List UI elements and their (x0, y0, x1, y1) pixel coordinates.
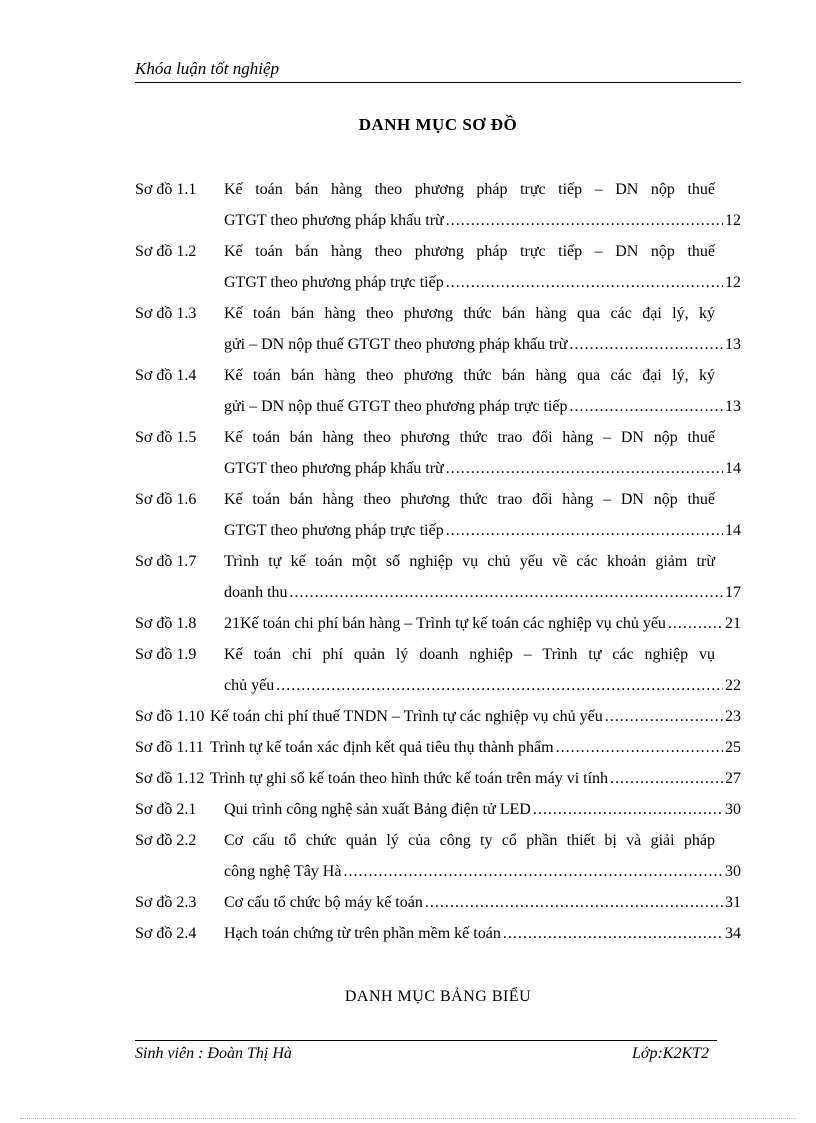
toc-label: Sơ đồ 1.5 (135, 429, 197, 446)
toc-leader (503, 922, 723, 946)
toc-continuation (224, 457, 741, 481)
toc-line (135, 426, 741, 457)
toc-page: 34 (725, 925, 741, 942)
toc-text-cont: gửi – DN nộp thuế GTGT theo phương pháp khấu trừ (224, 336, 568, 353)
toc-text: 21Kế toán chi phí bán hàng – Trình tự kế toán các nghiệp vụ chủ yếu (224, 615, 666, 632)
toc-label: Sơ đồ 1.9 (135, 646, 197, 663)
toc-entry[interactable] (135, 922, 741, 953)
toc-leader (276, 674, 723, 698)
toc-page: 14 (725, 460, 741, 477)
toc-text: Hạch toán chứng từ trên phần mềm kế toán (224, 925, 501, 942)
toc-text: Kế toán bán hàng theo phương thức trao đổi hàng – DN nộp thuế (224, 491, 715, 508)
toc-leader (446, 457, 723, 481)
toc-leader (446, 519, 723, 543)
toc-page: 23 (725, 708, 741, 725)
toc-leader (446, 271, 723, 295)
toc-line (135, 395, 741, 426)
toc-text: Kế toán bán hàng theo phương pháp trực tiếp – DN nộp thuế (224, 181, 715, 198)
toc-text: Kế toán bán hàng theo phương thức trao đổi hàng – DN nộp thuế (224, 429, 715, 446)
toc-line (135, 705, 741, 736)
toc-label: Sơ đồ 2.4 (135, 925, 197, 942)
toc-text: Qui trình công nghệ sản xuất Bảng điện tử LED (224, 801, 531, 818)
toc-text-cont: chủ yếu (224, 677, 275, 694)
toc-leader (425, 891, 723, 915)
toc-line (135, 488, 741, 519)
toc-entry[interactable] (135, 426, 741, 488)
toc-text-cont: GTGT theo phương pháp khấu trừ (224, 460, 444, 477)
toc-label: Sơ đồ 2.3 (135, 894, 197, 911)
toc-text-cont: GTGT theo phương pháp khấu trừ (224, 212, 444, 229)
section-title-tables: DANH MỤC BẢNG BIỂU (344, 988, 532, 1005)
toc-entry[interactable] (135, 705, 741, 736)
toc-leader (668, 612, 723, 636)
toc-text: Kế toán chi phí quản lý doanh nghiệp – Trình tự các nghiệp vụ (224, 646, 715, 663)
toc-page: 14 (725, 522, 741, 539)
toc-text: Trình tự kế toán một số nghiệp vụ chủ yếu về các khoản giảm trừ (224, 553, 715, 570)
toc-line (135, 674, 741, 705)
toc-page: 30 (725, 863, 741, 880)
toc-text-cont: GTGT theo phương pháp trực tiếp (224, 274, 444, 291)
toc-leader (446, 209, 723, 233)
toc-row (210, 767, 741, 791)
toc-line (135, 519, 741, 550)
toc-text: Cơ cấu tổ chức bộ máy kế toán (224, 894, 423, 911)
toc-page: 12 (725, 274, 741, 291)
toc-line (135, 736, 741, 767)
toc-continuation (224, 674, 741, 698)
toc-label: Sơ đồ 2.1 (135, 801, 197, 818)
toc-text-cont: gửi – DN nộp thuế GTGT theo phương pháp trực tiếp (224, 398, 568, 415)
toc-label: Sơ đồ 1.2 (135, 243, 197, 260)
toc-page: 17 (725, 584, 741, 601)
diagram-list (135, 178, 741, 953)
section-title: DANH MỤC SƠ ĐỒ (358, 115, 518, 134)
toc-leader (569, 333, 723, 357)
toc-line (135, 829, 741, 860)
toc-line (135, 767, 741, 798)
toc-continuation (224, 395, 741, 419)
toc-page: 25 (725, 739, 741, 756)
toc-entry[interactable] (135, 643, 741, 705)
toc-label: Sơ đồ 1.10 (135, 708, 205, 725)
toc-page: 12 (725, 212, 741, 229)
toc-leader (533, 798, 723, 822)
toc-continuation (224, 209, 741, 233)
toc-label: Sơ đồ 1.1 (135, 181, 197, 198)
toc-text: Kế toán bán hàng theo phương thức bán hàng qua các đại lý, ký (224, 367, 715, 384)
toc-leader (610, 767, 723, 791)
toc-text: Kế toán chi phí thuế TNDN – Trình tự các nghiệp vụ chủ yếu (210, 708, 603, 725)
toc-text: Kế toán bán hàng theo phương thức bán hàng qua các đại lý, ký (224, 305, 715, 322)
page-edge (20, 1118, 796, 1119)
toc-continuation (224, 333, 741, 357)
footer-student: Sinh viên : Đoàn Thị Hà (135, 1045, 292, 1062)
toc-line (135, 643, 741, 674)
toc-page: 21 (725, 615, 741, 632)
toc-line (135, 581, 741, 612)
toc-page: 22 (725, 677, 741, 694)
toc-line (135, 860, 741, 891)
toc-text-cont: công nghệ Tây Hà (224, 863, 342, 880)
toc-continuation (224, 581, 741, 605)
toc-text: Trình tự kế toán xác định kết quả tiêu thụ thành phẩm (210, 739, 554, 756)
toc-continuation (224, 860, 741, 884)
toc-label: Sơ đồ 2.2 (135, 832, 197, 849)
toc-text: Trình tự ghi sổ kế toán theo hình thức kế toán trên máy vi tính (210, 770, 609, 787)
toc-label: Sơ đồ 1.4 (135, 367, 197, 384)
toc-entry[interactable] (135, 767, 741, 798)
toc-entry[interactable] (135, 302, 741, 364)
toc-line (135, 178, 741, 209)
toc-line (135, 798, 741, 829)
toc-row (210, 736, 741, 760)
toc-entry[interactable] (135, 240, 741, 302)
toc-line (135, 209, 741, 240)
toc-row (210, 705, 741, 729)
footer-class: Lớp:K2KT2 (632, 1045, 710, 1062)
toc-line (135, 457, 741, 488)
toc-line (135, 891, 741, 922)
toc-label: Sơ đồ 1.6 (135, 491, 197, 508)
toc-leader (605, 705, 723, 729)
toc-row (224, 798, 741, 822)
toc-entry[interactable] (135, 798, 741, 829)
toc-page: 30 (725, 801, 741, 818)
toc-page: 27 (725, 770, 741, 787)
toc-text: Cơ cấu tổ chức quản lý của công ty cổ phần thiết bị và giải pháp (224, 832, 715, 849)
toc-continuation (224, 519, 741, 543)
toc-line (135, 364, 741, 395)
toc-entry[interactable] (135, 550, 741, 612)
toc-page: 13 (725, 398, 741, 415)
toc-leader (290, 581, 723, 605)
toc-continuation (224, 271, 741, 295)
toc-line (135, 302, 741, 333)
toc-label: Sơ đồ 1.12 (135, 770, 205, 787)
toc-entry[interactable] (135, 829, 741, 891)
toc-line (135, 333, 741, 364)
toc-entry[interactable] (135, 891, 741, 922)
toc-label: Sơ đồ 1.11 (135, 739, 204, 756)
footer-divider (135, 1040, 717, 1041)
toc-line (135, 922, 741, 953)
toc-entry[interactable] (135, 364, 741, 426)
toc-text-cont: GTGT theo phương pháp trực tiếp (224, 522, 444, 539)
toc-entry[interactable] (135, 612, 741, 643)
toc-label: Sơ đồ 1.8 (135, 615, 197, 632)
toc-leader (569, 395, 723, 419)
toc-entry[interactable] (135, 488, 741, 550)
toc-label: Sơ đồ 1.3 (135, 305, 197, 322)
page-header (135, 58, 741, 83)
toc-page: 13 (725, 336, 741, 353)
toc-leader (556, 736, 723, 760)
toc-row (224, 922, 741, 946)
header-title: Khóa luận tốt nghiệp (135, 59, 280, 78)
toc-leader (343, 860, 723, 884)
toc-label: Sơ đồ 1.7 (135, 553, 197, 570)
toc-entry[interactable] (135, 178, 741, 240)
toc-line (135, 271, 741, 302)
toc-row (224, 891, 741, 915)
toc-entry[interactable] (135, 736, 741, 767)
toc-line (135, 240, 741, 271)
toc-text: Kế toán bán hàng theo phương pháp trực tiếp – DN nộp thuế (224, 243, 715, 260)
toc-text-cont: doanh thu (224, 584, 288, 601)
toc-row (224, 612, 741, 636)
toc-line (135, 550, 741, 581)
toc-line (135, 612, 741, 643)
toc-page: 31 (725, 894, 741, 911)
